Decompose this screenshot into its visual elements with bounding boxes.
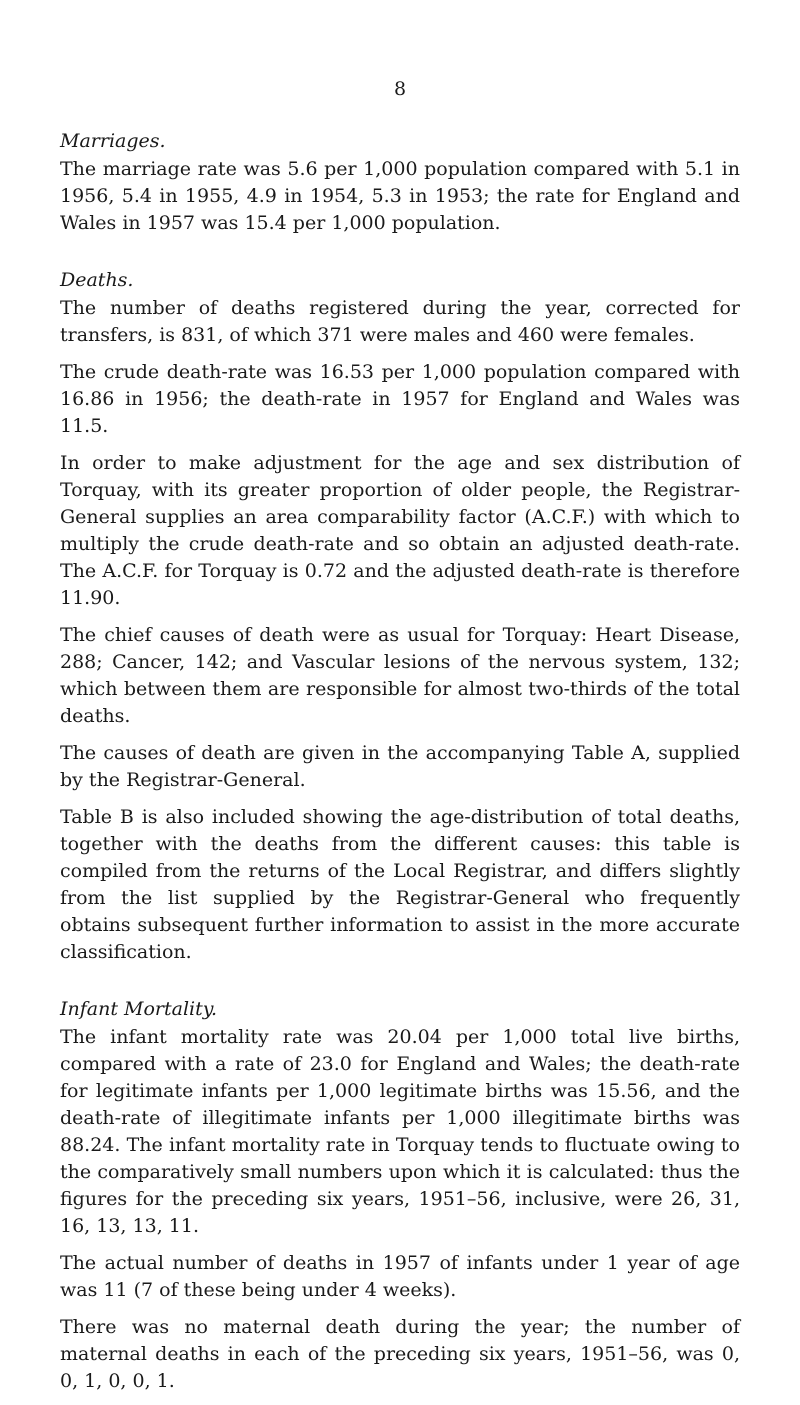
section-heading-marriages: Marriages. bbox=[60, 130, 166, 152]
deaths-paragraph-3: In order to make adjustment for the age and sex distribution of Torquay, with its greater proportion of older people, the Registrar-General supplies an area comparability factor (A.C.F.) with which to multiply the crude death-rate and so obtain an adjusted death-rate. The A.C.F. for Torquay is 0.72 and the adjusted death-rate is therefore 11.90. bbox=[60, 452, 740, 609]
infant-mortality-paragraph-1: The infant mortality rate was 20.04 per 1,000 total live births, compared with a rate of 23.0 for England and Wales; the death-rate for legitimate infants per 1,000 legitimate births was 15.56, and the death-rate of illegitimate infants per 1,000 illegitimate births was 88.24. The infant mortality rate in Torquay tends to fluctuate owing to the comparatively small numbers upon which it is calculated: thus the figures for the preceding six years, 1951–56, inclusive, were 26, 31, 16, 13, 13, 11. bbox=[60, 1026, 740, 1237]
document-body bbox=[60, 126, 740, 1405]
deaths-paragraph-6: Table B is also included showing the age-distribution of total deaths, together with the deaths from the different causes: this table is compiled from the returns of the Local Registrar, and differs slightly from the list supplied by the Registrar-General who frequently obtains subsequent further information to assist in the more accurate classification. bbox=[60, 806, 740, 963]
infant-mortality-paragraph-3: There was no maternal death during the year; the number of maternal deaths in each of the preceding six years, 1951–56, was 0, 0, 1, 0, 0, 1. bbox=[60, 1316, 740, 1392]
deaths-paragraph-1: The number of deaths registered during the year, corrected for transfers, is 831, of which 371 were males and 460 were females. bbox=[60, 297, 740, 346]
page-number: 8 bbox=[393, 78, 407, 100]
section-marriages bbox=[60, 126, 740, 237]
section-heading-infant-mortality: Infant Mortality. bbox=[60, 998, 217, 1020]
deaths-paragraph-4: The chief causes of death were as usual for Torquay: Heart Disease, 288; Cancer, 142; and Vascular lesions of the nervous system, 132; which between them are responsible for almost two-thirds of the total deaths. bbox=[60, 624, 740, 727]
marriages-paragraph-1: The marriage rate was 5.6 per 1,000 population compared with 5.1 in 1956, 5.4 in 1955, 4.9 in 1954, 5.3 in 1953; the rate for England and Wales in 1957 was 15.4 per 1,000 population. bbox=[60, 158, 740, 234]
deaths-paragraph-5: The causes of death are given in the accompanying Table A, supplied by the Registrar-General. bbox=[60, 742, 740, 791]
section-deaths bbox=[60, 265, 740, 966]
section-heading-deaths: Deaths. bbox=[60, 269, 134, 291]
section-infant-mortality bbox=[60, 994, 740, 1395]
deaths-paragraph-2: The crude death-rate was 16.53 per 1,000 population compared with 16.86 in 1956; the death-rate in 1957 for England and Wales was 11.5. bbox=[60, 361, 740, 437]
infant-mortality-paragraph-2: The actual number of deaths in 1957 of infants under 1 year of age was 11 (7 of these being under 4 weeks). bbox=[60, 1252, 740, 1301]
